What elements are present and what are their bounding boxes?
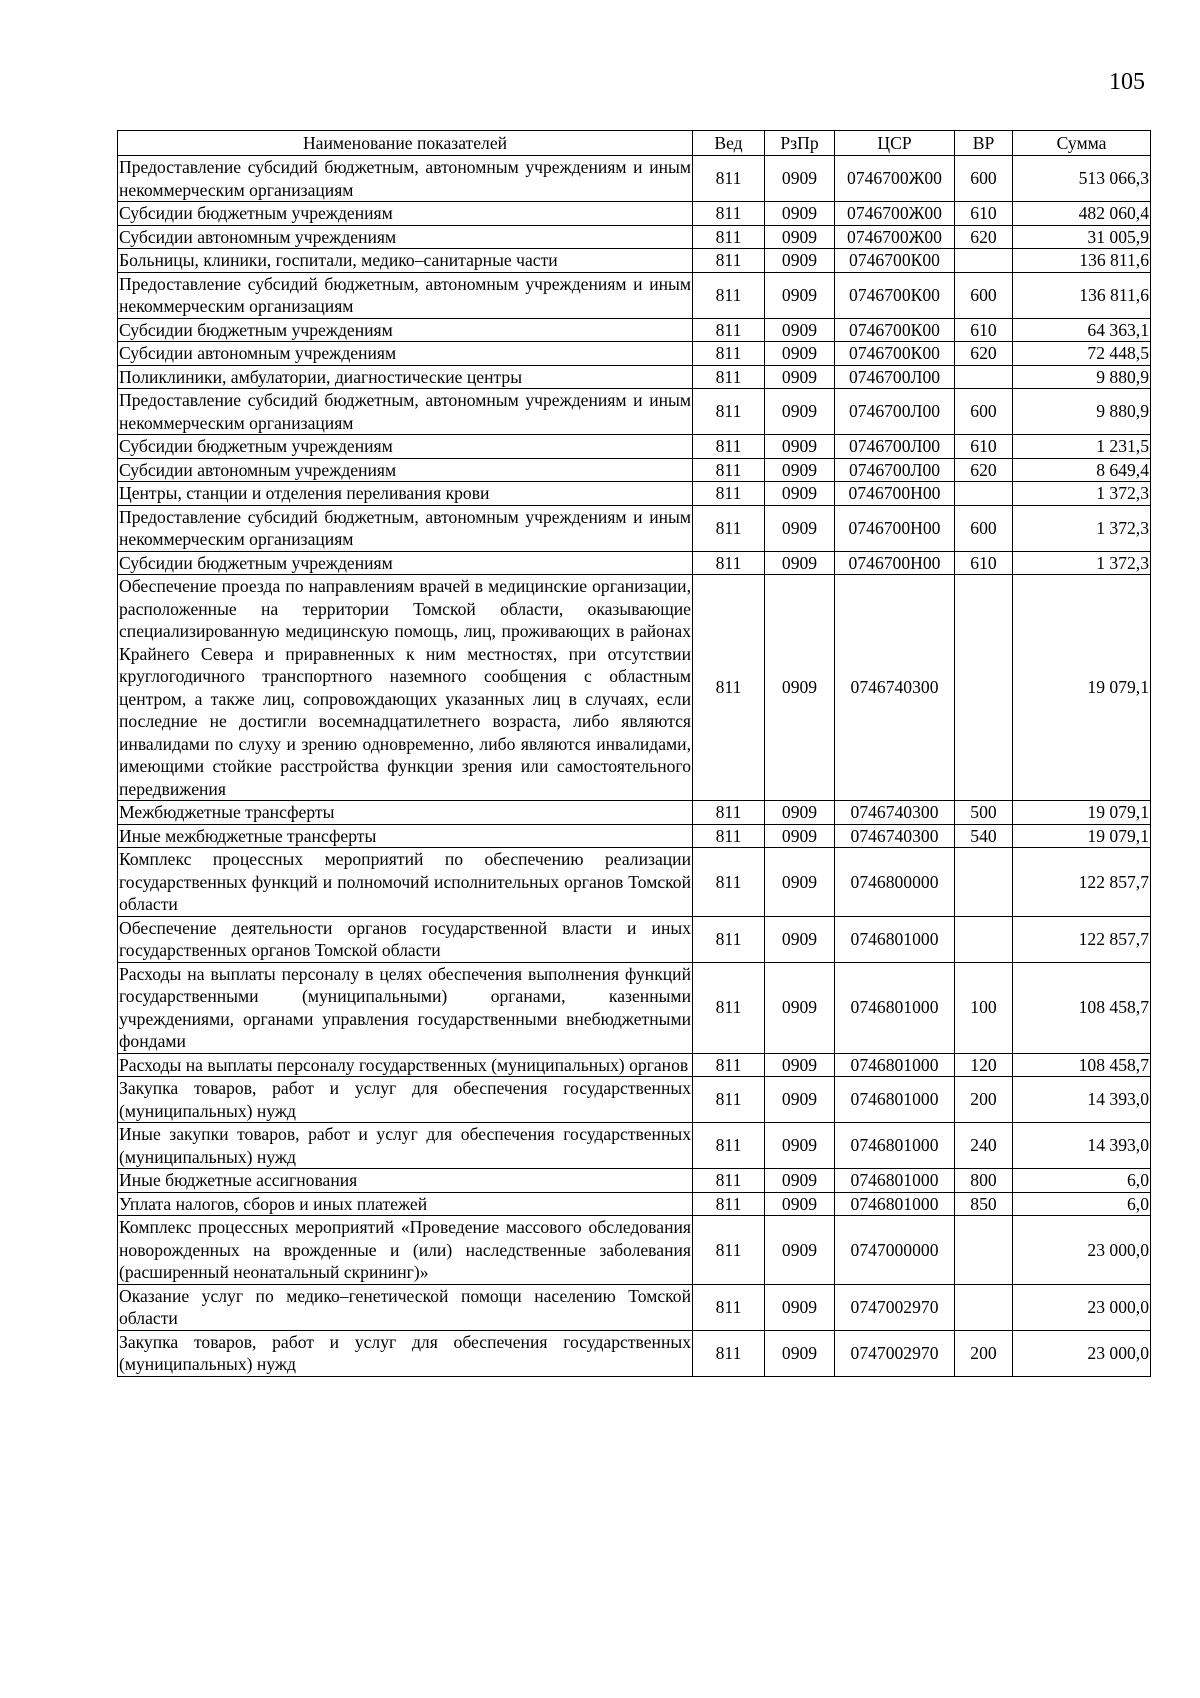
cell-rzpr: 0909: [765, 225, 835, 249]
cell-sum: 482 060,4: [1013, 202, 1151, 226]
cell-sum: 1 372,3: [1013, 482, 1151, 506]
table-row: [118, 1053, 1151, 1077]
cell-name: Предоставление субсидий бюджетным, автономным учреждениям и иным некоммерческим организациям: [119, 390, 691, 433]
cell-name: Субсидии автономным учреждениям: [118, 342, 693, 366]
table-row: [118, 458, 1151, 482]
cell-csr: 0746700Н00: [835, 551, 955, 575]
cell-ved: 811: [693, 1123, 765, 1169]
cell-name: Расходы на выплаты персоналу государственных (муниципальных) органов: [118, 1053, 693, 1077]
cell-vr: 610: [955, 202, 1013, 226]
cell-rzpr: 0909: [765, 389, 835, 435]
cell-ved: 811: [693, 342, 765, 366]
cell-vr: 540: [955, 824, 1013, 848]
cell-ved: 811: [693, 318, 765, 342]
cell-sum: 108 458,7: [1013, 962, 1151, 1053]
cell-sum: 72 448,5: [1013, 342, 1151, 366]
cell-csr: 0746700К00: [835, 249, 955, 273]
cell-name: Субсидии бюджетным учреждениям: [118, 435, 693, 459]
cell-rzpr: 0909: [765, 1053, 835, 1077]
cell-vr: 600: [955, 156, 1013, 202]
cell-rzpr: 0909: [765, 1216, 835, 1285]
cell-vr: 610: [955, 551, 1013, 575]
cell-rzpr: 0909: [765, 249, 835, 273]
cell-name: Субсидии автономным учреждениям: [118, 225, 693, 249]
cell-sum: 9 880,9: [1013, 365, 1151, 389]
cell-vr: 200: [955, 1330, 1013, 1376]
cell-sum: 122 857,7: [1013, 916, 1151, 962]
table-row: [118, 202, 1151, 226]
cell-rzpr: 0909: [765, 318, 835, 342]
cell-sum: 31 005,9: [1013, 225, 1151, 249]
table-row: [118, 1192, 1151, 1216]
cell-sum: 14 393,0: [1013, 1077, 1151, 1123]
cell-rzpr: 0909: [765, 1123, 835, 1169]
table-row: [118, 575, 1151, 801]
cell-rzpr: 0909: [765, 801, 835, 825]
table-row: [118, 225, 1151, 249]
cell-csr: 0746740300: [835, 575, 955, 801]
cell-vr: 500: [955, 801, 1013, 825]
cell-csr: 0746801000: [835, 962, 955, 1053]
cell-vr: 850: [955, 1192, 1013, 1216]
table-row: [118, 1330, 1151, 1376]
cell-name: Больницы, клиники, госпитали, медико–санитарные части: [118, 249, 693, 273]
cell-vr: 620: [955, 458, 1013, 482]
cell-name: Комплекс процессных мероприятий «Проведение массового обследования новорожденных на врожденные и (или) наследственные заболевания (расширенный неонатальный скрининг)»: [119, 1217, 691, 1282]
cell-name: Субсидии автономным учреждениям: [118, 458, 693, 482]
table-row: [118, 505, 1151, 551]
table-row: [118, 365, 1151, 389]
cell-name: Субсидии бюджетным учреждениям: [118, 202, 693, 226]
table-row: [118, 249, 1151, 273]
cell-csr: 0746700Ж00: [835, 225, 955, 249]
cell-rzpr: 0909: [765, 962, 835, 1053]
cell-name: Обеспечение деятельности органов государственной власти и иных государственных органов Томской области: [119, 917, 691, 960]
cell-csr: 0746700Л00: [835, 389, 955, 435]
cell-rzpr: 0909: [765, 551, 835, 575]
header-sum: Сумма: [1013, 131, 1151, 156]
cell-ved: 811: [693, 962, 765, 1053]
cell-sum: 8 649,4: [1013, 458, 1151, 482]
cell-csr: 0746700Н00: [835, 505, 955, 551]
table-row: [118, 272, 1151, 318]
table-row: [118, 801, 1151, 825]
cell-ved: 811: [693, 801, 765, 825]
cell-rzpr: 0909: [765, 1330, 835, 1376]
table-row: [118, 389, 1151, 435]
cell-name: Иные бюджетные ассигнования: [118, 1169, 693, 1193]
cell-name: Предоставление субсидий бюджетным, автономным учреждениям и иным некоммерческим организациям: [119, 273, 691, 316]
cell-rzpr: 0909: [765, 505, 835, 551]
cell-vr: 800: [955, 1169, 1013, 1193]
cell-vr: [955, 482, 1013, 506]
cell-sum: 1 372,3: [1013, 505, 1151, 551]
cell-sum: 122 857,7: [1013, 848, 1151, 917]
cell-rzpr: 0909: [765, 342, 835, 366]
header-ved: Вед: [693, 131, 765, 156]
cell-vr: 240: [955, 1123, 1013, 1169]
cell-csr: 0747000000: [835, 1216, 955, 1285]
cell-name: Иные закупки товаров, работ и услуг для обеспечения государственных (муниципальных) нужд: [119, 1124, 691, 1167]
cell-name: Оказание услуг по медико–генетической помощи населению Томской области: [119, 1285, 691, 1328]
cell-csr: 0746700К00: [835, 342, 955, 366]
table-row: [118, 1077, 1151, 1123]
cell-rzpr: 0909: [765, 1284, 835, 1330]
cell-vr: [955, 365, 1013, 389]
table-row: [118, 848, 1151, 917]
cell-name: Расходы на выплаты персоналу в целях обеспечения выполнения функций государственными (муниципальными) органами, казенными учреждениями, органами управления государственными внебюджетными фондами: [119, 963, 691, 1051]
cell-name: Предоставление субсидий бюджетным, автономным учреждениям и иным некоммерческим организациям: [119, 157, 691, 200]
cell-ved: 811: [693, 551, 765, 575]
cell-csr: 0746740300: [835, 824, 955, 848]
cell-ved: 811: [693, 824, 765, 848]
cell-sum: 23 000,0: [1013, 1330, 1151, 1376]
cell-sum: 6,0: [1013, 1169, 1151, 1193]
cell-ved: 811: [693, 249, 765, 273]
cell-vr: [955, 249, 1013, 273]
cell-sum: 19 079,1: [1013, 801, 1151, 825]
cell-ved: 811: [693, 389, 765, 435]
cell-sum: 64 363,1: [1013, 318, 1151, 342]
cell-ved: 811: [693, 202, 765, 226]
cell-rzpr: 0909: [765, 435, 835, 459]
cell-ved: 811: [693, 1169, 765, 1193]
cell-csr: 0746801000: [835, 1123, 955, 1169]
cell-name: Закупка товаров, работ и услуг для обеспечения государственных (муниципальных) нужд: [119, 1331, 691, 1374]
cell-rzpr: 0909: [765, 365, 835, 389]
cell-rzpr: 0909: [765, 575, 835, 801]
cell-ved: 811: [693, 272, 765, 318]
table-row: [118, 1123, 1151, 1169]
cell-sum: 1 372,3: [1013, 551, 1151, 575]
table-body: [118, 156, 1151, 1377]
cell-csr: 0746700Ж00: [835, 202, 955, 226]
table-row: [118, 916, 1151, 962]
cell-name: Субсидии бюджетным учреждениям: [118, 318, 693, 342]
cell-vr: 200: [955, 1077, 1013, 1123]
cell-rzpr: 0909: [765, 202, 835, 226]
cell-sum: 136 811,6: [1013, 272, 1151, 318]
cell-csr: 0746700Л00: [835, 365, 955, 389]
cell-csr: 0746801000: [835, 1169, 955, 1193]
cell-ved: 811: [693, 916, 765, 962]
cell-name: Иные межбюджетные трансферты: [118, 824, 693, 848]
cell-ved: 811: [693, 1077, 765, 1123]
cell-sum: 136 811,6: [1013, 249, 1151, 273]
header-name: Наименование показателей: [118, 131, 693, 156]
cell-csr: 0746700К00: [835, 272, 955, 318]
cell-vr: 610: [955, 435, 1013, 459]
cell-ved: 811: [693, 482, 765, 506]
cell-vr: [955, 575, 1013, 801]
cell-csr: 0746801000: [835, 1077, 955, 1123]
cell-csr: 0746740300: [835, 801, 955, 825]
cell-name: Комплекс процессных мероприятий по обеспечению реализации государственных функций и полномочий исполнительных органов Томской области: [119, 849, 691, 914]
cell-name: Уплата налогов, сборов и иных платежей: [118, 1192, 693, 1216]
table-row: [118, 435, 1151, 459]
cell-rzpr: 0909: [765, 1192, 835, 1216]
cell-ved: 811: [693, 1192, 765, 1216]
cell-ved: 811: [693, 848, 765, 917]
cell-name: Поликлиники, амбулатории, диагностические центры: [118, 365, 693, 389]
table-row: [118, 318, 1151, 342]
cell-csr: 0747002970: [835, 1284, 955, 1330]
cell-vr: [955, 916, 1013, 962]
cell-ved: 811: [693, 1053, 765, 1077]
header-csr: ЦСР: [835, 131, 955, 156]
cell-name: Закупка товаров, работ и услуг для обеспечения государственных (муниципальных) нужд: [119, 1078, 691, 1121]
cell-vr: 120: [955, 1053, 1013, 1077]
cell-vr: [955, 1216, 1013, 1285]
cell-name: Центры, станции и отделения переливания крови: [118, 482, 693, 506]
cell-sum: 19 079,1: [1013, 824, 1151, 848]
header-vr: ВР: [955, 131, 1013, 156]
cell-ved: 811: [693, 575, 765, 801]
cell-vr: 600: [955, 389, 1013, 435]
cell-sum: 23 000,0: [1013, 1284, 1151, 1330]
cell-vr: [955, 848, 1013, 917]
cell-name: Субсидии бюджетным учреждениям: [118, 551, 693, 575]
table-row: [118, 342, 1151, 366]
cell-rzpr: 0909: [765, 916, 835, 962]
cell-ved: 811: [693, 458, 765, 482]
cell-ved: 811: [693, 1330, 765, 1376]
table-row: [118, 482, 1151, 506]
table-row: [118, 1284, 1151, 1330]
cell-csr: 0746700К00: [835, 318, 955, 342]
cell-sum: 23 000,0: [1013, 1216, 1151, 1285]
cell-sum: 14 393,0: [1013, 1123, 1151, 1169]
cell-csr: 0746700Ж00: [835, 156, 955, 202]
cell-rzpr: 0909: [765, 482, 835, 506]
table-row: [118, 156, 1151, 202]
cell-vr: [955, 1284, 1013, 1330]
cell-ved: 811: [693, 1216, 765, 1285]
cell-rzpr: 0909: [765, 1077, 835, 1123]
cell-csr: 0746700Н00: [835, 482, 955, 506]
cell-sum: 19 079,1: [1013, 575, 1151, 801]
cell-sum: 1 231,5: [1013, 435, 1151, 459]
table-row: [118, 824, 1151, 848]
cell-ved: 811: [693, 156, 765, 202]
cell-sum: 513 066,3: [1013, 156, 1151, 202]
cell-rzpr: 0909: [765, 1169, 835, 1193]
cell-vr: 610: [955, 318, 1013, 342]
cell-name: Предоставление субсидий бюджетным, автономным учреждениям и иным некоммерческим организациям: [119, 506, 691, 549]
cell-csr: 0746801000: [835, 1053, 955, 1077]
table-row: [118, 1216, 1151, 1285]
table-row: [118, 962, 1151, 1053]
cell-csr: 0746700Л00: [835, 435, 955, 459]
budget-table: [117, 130, 1151, 1377]
cell-name: Межбюджетные трансферты: [118, 801, 693, 825]
cell-sum: 6,0: [1013, 1192, 1151, 1216]
cell-ved: 811: [693, 435, 765, 459]
header-rzpr: РзПр: [765, 131, 835, 156]
cell-csr: 0746800000: [835, 848, 955, 917]
cell-vr: 620: [955, 342, 1013, 366]
cell-ved: 811: [693, 505, 765, 551]
cell-vr: 620: [955, 225, 1013, 249]
cell-csr: 0746801000: [835, 1192, 955, 1216]
cell-csr: 0746700Л00: [835, 458, 955, 482]
cell-sum: 9 880,9: [1013, 389, 1151, 435]
cell-ved: 811: [693, 225, 765, 249]
cell-sum: 108 458,7: [1013, 1053, 1151, 1077]
cell-ved: 811: [693, 365, 765, 389]
cell-vr: 600: [955, 505, 1013, 551]
table-header-row: [118, 131, 1151, 156]
table-row: [118, 551, 1151, 575]
cell-csr: 0746801000: [835, 916, 955, 962]
cell-rzpr: 0909: [765, 824, 835, 848]
cell-rzpr: 0909: [765, 156, 835, 202]
cell-rzpr: 0909: [765, 848, 835, 917]
cell-name: Обеспечение проезда по направлениям врачей в медицинские организации, расположенные на территории Томской области, оказывающие специализированную медицинскую помощь, лиц, проживающих в районах Крайнего Севера и приравненных к ним местностях, при отсутствии круглогодичного транспортного наземного сообщения с областным центром, а также лиц, сопровождающих указанных лиц в случаях, если последние не достигли восемнадцатилетнего возраста, либо являются инвалидами по слуху и зрению одновременно, либо являются инвалидами, имеющими стойкие расстройства функции зрения или самостоятельного передвижения: [119, 576, 691, 799]
cell-rzpr: 0909: [765, 272, 835, 318]
page-number: 105: [1109, 69, 1145, 95]
cell-rzpr: 0909: [765, 458, 835, 482]
cell-ved: 811: [693, 1284, 765, 1330]
cell-vr: 600: [955, 272, 1013, 318]
cell-csr: 0747002970: [835, 1330, 955, 1376]
table-row: [118, 1169, 1151, 1193]
cell-vr: 100: [955, 962, 1013, 1053]
